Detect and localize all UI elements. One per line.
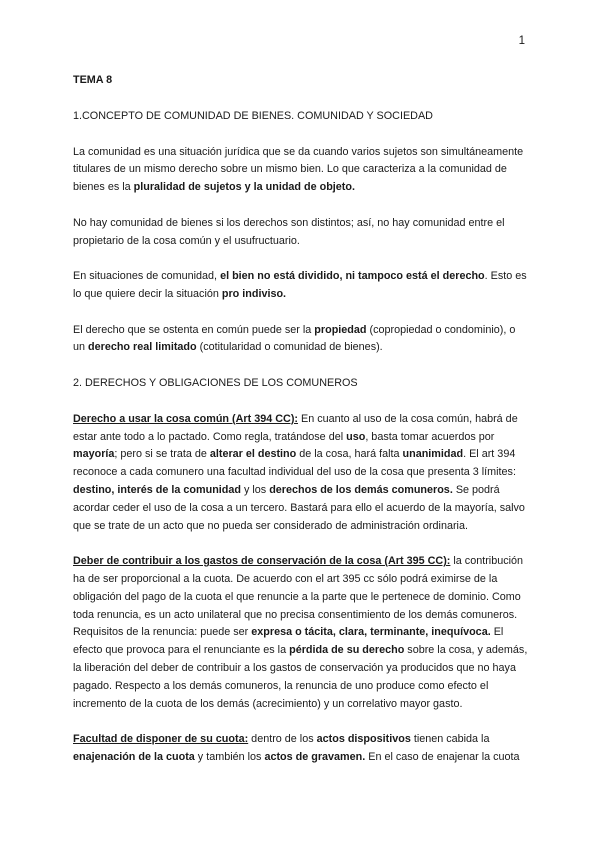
section-2-paragraph-dispose: Facultad de disponer de su cuota: dentro de los actos dispositivos tienen cabida la enajenación de la cuota y también los actos de gravamen. En el caso de enajenar la cuota (73, 733, 520, 763)
paragraph-lead: Facultad de disponer de su cuota: (73, 733, 249, 746)
section-1-paragraph-4: El derecho que se ostenta en común puede ser la propiedad (copropiedad o condominio), o un derecho real limitado (cotitularidad o comunidad de bienes). (73, 323, 516, 354)
section-1-paragraph-1: La comunidad es una situación jurídica que se da cuando varios sujetos son simultáneamente titulares de un mismo derecho sobre un mismo bien. Lo que caracteriza a la comunidad de bienes es la pluralidad de sujetos y la unidad de objeto. (73, 145, 524, 194)
section-2-paragraph-use: Derecho a usar la cosa común (Art 394 CC): En cuanto al uso de la cosa común, habrá de estar ante todo a lo pactado. Como regla, tratándose del uso, basta tomar acuerdos por mayoría; pero si se trata de alterar el destino de la cosa, hará falta unanimidad. El art 394 reconoce a cada comunero una facultad individual del uso de la cosa que presenta 3 límites: destino, interés de la comunidad y los derechos de los demás comuneros. Se podrá acordar ceder el uso de la cosa a un tercero. Bastará para ello el acuerdo de la mayoría, salvo que se trate de un acto que no pueda ser considerado de administración ordinaria. (73, 412, 525, 532)
page-number: 1 (518, 35, 525, 47)
topic-title: TEMA 8 (73, 74, 113, 86)
paragraph-lead: Derecho a usar la cosa común (Art 394 CC): (73, 412, 299, 425)
section-2-title: 2. DERECHOS Y OBLIGACIONES DE LOS COMUNEROS (73, 376, 358, 389)
section-1-title: 1.CONCEPTO DE COMUNIDAD DE BIENES. COMUNIDAD Y SOCIEDAD (73, 109, 433, 122)
document-body (73, 72, 528, 784)
section-1-paragraph-3: En situaciones de comunidad, el bien no está dividido, ni tampoco está el derecho. Esto es lo que quiere decir la situación pro indiviso. (73, 270, 527, 300)
section-2-paragraph-contribution: Deber de contribuir a los gastos de conservación de la cosa (Art 395 CC): la contribución ha de ser proporcional a la cuota. De acuerdo con el art 395 cc sólo podrá eximirse de la obligación del pago de la cuota el que renuncie a la parte que le pertenece de dominio. Como toda renuncia, es un acto unilateral que no precisa consentimiento de los demás comuneros. Requisitos de la renuncia: puede ser expresa o tácita, clara, terminante, inequívoca. El efecto que provoca para el renunciante es la pérdida de su derecho sobre la cosa, y además, la liberación del deber de contribuir a los gastos de conservación ya producidos que no haya pagado. Respecto a los demás comuneros, la renuncia de uno produce como efecto el incremento de la cuota de los demás (acrecimiento) y un correlativo mayor gasto. (73, 555, 528, 710)
section-1-paragraph-2: No hay comunidad de bienes si los derechos son distintos; así, no hay comunidad entre el propietario de la cosa común y el usufructuario. (73, 216, 505, 247)
paragraph-lead: Deber de contribuir a los gastos de conservación de la cosa (Art 395 CC): (73, 555, 451, 568)
